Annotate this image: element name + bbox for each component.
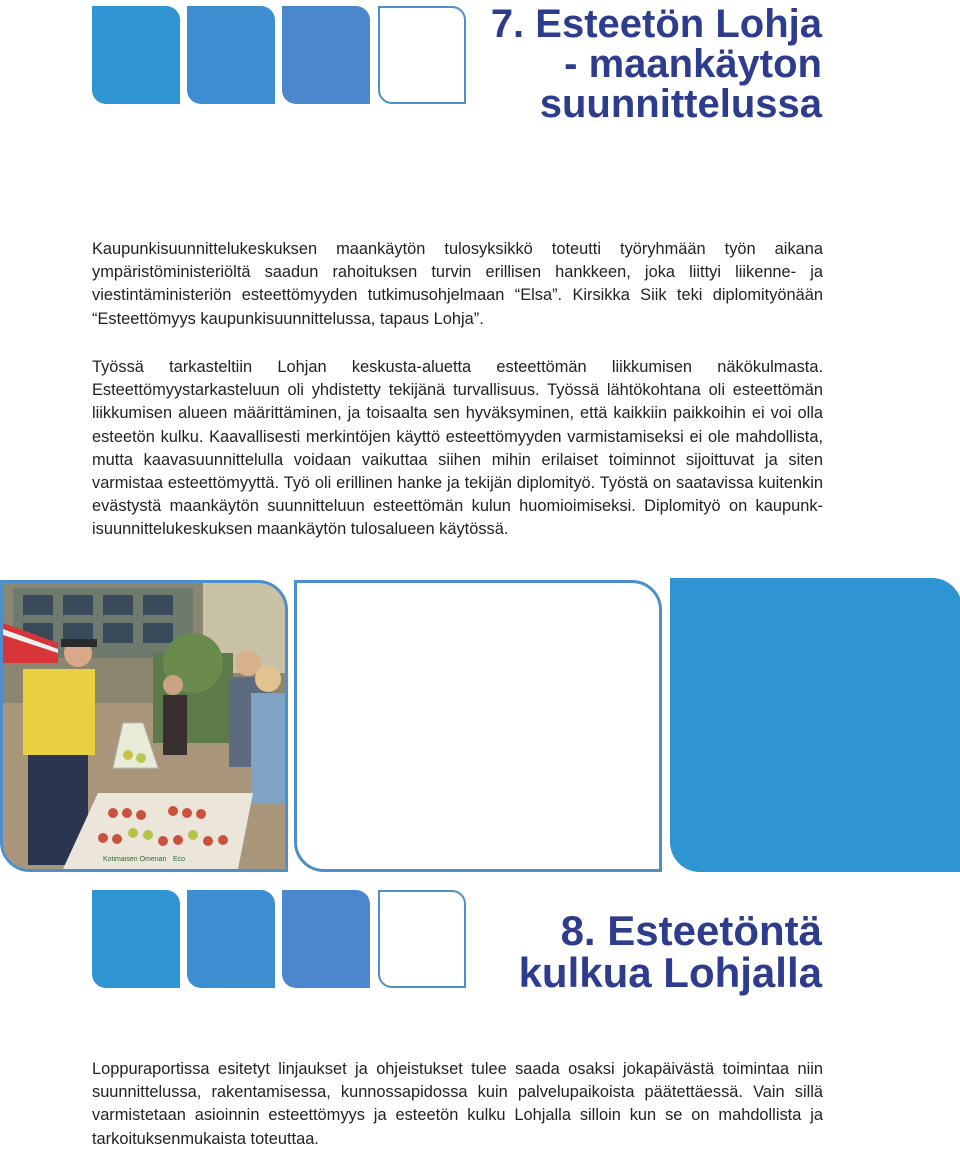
blue-color-block [670,578,960,872]
heading-line-1: Esteetön Lohja [535,2,822,46]
section-7-number: 7. [490,2,525,46]
decor-square-4 [92,890,180,988]
heading-line-2: - maankäyton [564,42,822,86]
section-8-number: 8. [560,907,596,954]
empty-photo-frame [294,580,662,872]
decor-square-outline [378,6,466,104]
section-7-heading [491,4,822,124]
market-photo-illustration [3,583,285,869]
section-7-paragraph-1: Kaupunkisuunnittelukeskuksen maankäytön tulosyksikkö toteutti työryhmään työn aikana ympäristöministeriöltä saadun rahoituksen turvin erillisen hankkeen, joka liittyi liikenne- ja viestintäministeriön esteettömyyden tutkimusohjelmaan “Elsa”. Kirsikka Siik teki diplomityönään “Esteettömyys kaupunkisuunnittelussa, tapaus Lohja”. [92,240,823,328]
section-7-paragraph-2: Työssä tarkasteltiin Lohjan keskusta-aluetta esteettömän liikkumisen näkökulmasta. Esteettömyystarkasteluun oli yhdistetty tekijänä turvallisuus. Työssä lähtökohtana oli esteettömän liikkumisen alueen määrittäminen, ja toisaalta sen hyväksyminen, että kaikkiin paikkoihin ei voi olla esteetön kulku. Kaavallisesti merkintöjen käyttö esteettömyyden varmistamiseksi ei ole mahdollista, mutta kaavasuunnittelulla voidaan vaikuttaa siihen mihin erilaiset toiminnot sijoittuvat ja siten varmistaa esteettömyyttä. Työ oli erillinen hanke ja tekijän diplomityö. Työstä on saatavissa kuitenkin evästystä maankäytön suunnitteluun esteettömän kulun huomioimiseksi. Diplomityö on kaupunkisuunnittelukeskuksen maankäytön tulosalueen käytössä. [92,358,823,539]
decor-square-1 [92,6,180,104]
crate-label-2: Eco [173,856,186,863]
decor-square-2 [187,6,275,104]
decor-square-3 [282,6,370,104]
heading-line-3: suunnittelussa [539,82,822,126]
heading-8-line-2: kulkua Lohjalla [518,949,822,996]
section-8-heading [518,907,822,996]
decor-square-6 [282,890,370,988]
decor-square-outline-2 [378,890,466,988]
heading-8-line-1: Esteetöntä [607,907,822,954]
decor-square-5 [187,890,275,988]
market-photo [0,580,288,872]
section-8-paragraph: Loppuraportissa esitetyt linjaukset ja ohjeistukset tulee saada osaksi jokapäivästä toimintaa niin suunnittelussa, rakentamisessa, kunnossapidossa kuin palvelupaikoista päätettäessä. Vain sillä varmistetaan asioinnin esteettömyys ja esteetön kulku Lohjalla silloin kun se on mahdollista ja tarkoituksenmukaista toteuttaa. [92,1060,823,1148]
crate-label-1: Kotimaisen Omenan [103,856,167,863]
